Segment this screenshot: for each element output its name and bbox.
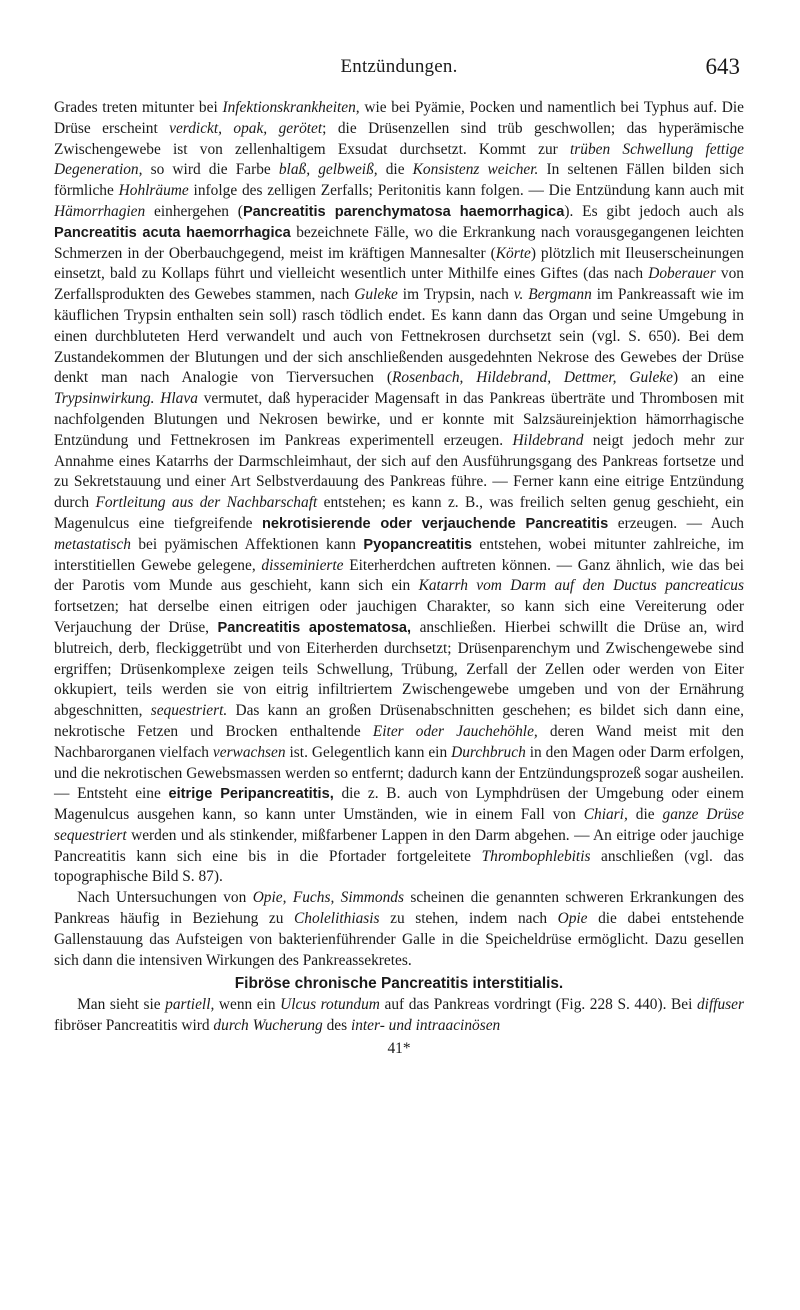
paragraph-2: Nach Untersuchungen von Opie, Fuchs, Simmonds scheinen die genannten schweren Erkrankungen des Pankreas häufig in Beziehung zu Cholelithiasis zu stehen, indem nach Opie die dabei entstehende Gallenstauung das Aufsteigen von bakterienführender Galle in die Speicheldrüse ermöglicht. Dazu gesellen sich dann die intensiven Wirkungen des Pankreassekretes. (54, 889, 744, 969)
italic-run: Ulcus rotundum (280, 996, 380, 1014)
italic-run: Chiari, (583, 806, 628, 824)
italic-run: partiell, (165, 996, 215, 1014)
italic-run: Rosenbach, Hildebrand, Dettmer, Guleke (391, 369, 673, 387)
italic-run: Eiter oder Jauchehöhle, (372, 722, 538, 740)
italic-run: Fortleitung aus der Nachbarschaft (95, 494, 318, 512)
italic-run: Opie (557, 910, 588, 928)
italic-run: Körte (495, 244, 531, 262)
italic-run: disseminierte (261, 556, 344, 574)
bold-term: Pancreatitis parenchymatosa haemorrhagica (242, 203, 565, 220)
paragraph-3: Man sieht sie partiell, wenn ein Ulcus rotundum auf das Pankreas vordringt (Fig. 228 S. 440). Bei diffuser fibröser Pancreatitis wird durch Wucherung des inter- und intraacinösen (54, 996, 744, 1035)
page-number: 643 (705, 54, 740, 79)
italic-run: verwachsen (212, 743, 286, 761)
italic-run: Katarrh vom Darm auf den Ductus pancreaticus (418, 577, 744, 595)
running-title: Entzündungen. (340, 56, 458, 77)
italic-run: Konsistenz weicher. (412, 161, 539, 179)
italic-run: Trypsinwirkung. Hlava (54, 390, 198, 408)
italic-run: Cholelithiasis (294, 910, 380, 928)
paragraph-1: Grades treten mitunter bei Infektionskrankheiten, wie bei Pyämie, Pocken und namentlich bei Typhus auf. Die Drüse erscheint verdickt, opak, gerötet; die Drüsenzellen sind trüb geschwollen; das hyperämische Zwischengewebe ist von zellenhaltigem Exsudat durchsetzt. Kommt zur trüben Schwellung fettige Degeneration, so wird die Farbe blaß, gelbweiß, die Konsistenz weicher. In seltenen Fällen bilden sich förmliche Hohlräume infolge des zelligen Zerfalls; Peritonitis kann folgen. — Die Entzündung kann auch mit Hämorrhagien einhergehen (Pancreatitis parenchymatosa haemorrhagica). Es gibt jedoch auch als Pancreatitis acuta haemorrhagica bezeichnete Fälle, wo die Erkrankung nach vorausgegangenen leichten Schmerzen in der Oberbauchgegend, meist im kräftigen Mannesalter (Körte) plötzlich mit Ileuserscheinungen einsetzt, bald zu Kollaps führt und vielleicht wesentlich unter Mithilfe eines Giftes (das nach Doberauer von Zerfallsprodukten des Gewebes stammen, nach Guleke im Trypsin, nach v. Bergmann im Pankreassaft wie im käuflichen Trypsin enthalten sein soll) rasch tödlich endet. Es kann dann das Organ und seine Umgebung in einen durchbluteten Herd verwandelt und auch von Fettnekrosen durchsetzt sein (vgl. S. 650). Bei dem Zustandekommen der Blutungen und der sich anschließenden ausgedehnten Nekrose des Gewebes der Drüse denkt man nach Analogie von Tierversuchen (Rosenbach, Hildebrand, Dettmer, Guleke) an eine Trypsinwirkung. Hlava vermutet, daß hyperacider Magensaft in das Pankreas überträte und Thrombosen mit nachfolgenden Blutungen und Nekrosen bewirke, und er konnte mit Salzsäureinjektion hämorrhagische Entzündung und Fettnekrosen im Pankreas experimentell erzeugen. Hildebrand neigt jedoch mehr zur Annahme eines Katarrhs der Darmschleimhaut, der sich auf den Ausführungsgang des Pankreas fortsetze und zu Sekretstauung und einer Art Selbstverdauung des Pankreas führe. — Ferner kann eine eitrige Entzündung durch Fortleitung aus der Nachbarschaft entstehen; es kann z. B., was freilich selten genug geschieht, ein Magenulcus eine tiefgreifende nekrotisierende oder verjauchende Pancreatitis erzeugen. — Auch metastatisch bei pyämischen Affektionen kann Pyopancreatitis entstehen, wobei mitunter zahlreiche, im interstitiellen Gewebe gelegene, disseminierte Eiterherdchen auftreten können. — Ganz ähnlich, wie das bei der Parotis vom Munde aus geschieht, kann sich ein Katarrh vom Darm auf den Ductus pancreaticus fortsetzen; hat derselbe einen eitrigen oder jauchigen Charakter, so kann sich eine Vereiterung oder Verjauchung der Drüse, Pancreatitis apostematosa, anschließen. Hierbei schwillt die Drüse an, wird blutreich, derb, fleckiggetrübt und von Eiterherden durchsetzt; Drüsenparenchym und Zwischengewebe sind ergriffen; Drüsenkomplexe zeigen teils Schwellung, Trübung, Zerfall der Zellen oder werden von Eiter okkupiert, teils werden sie von eitrig infiltriertem Zwischengewebe umgeben und von der Ernährung abgeschnitten, sequestriert. Das kann an großen Drüsenabschnitten geschehen; es bildet sich dann eine, nekrotische Fetzen und Brocken enthaltende Eiter oder Jauchehöhle, deren Wand meist mit den Nachbarorganen vielfach verwachsen ist. Gelegentlich kann ein Durchbruch in den Magen oder Darm erfolgen, und die nekrotischen Gewebsmassen werden so entfernt; dadurch kann der Entzündungsprozeß sogar ausheilen. — Entsteht eine eitrige Peripancreatitis, die z. B. auch von Lymphdrüsen der Umgebung oder einem Magenulcus ausgehen kann, so kann unter Umständen, wie in einem Fall von Chiari, die ganze Drüse sequestriert werden und als stinkender, mißfarbener Lappen in den Darm abgehen. — An eitrige oder jauchige Pancreatitis kann sich eine bis in die Pfortader fortgeleitete Thrombophlebitis anschließen (vgl. das topographische Bild S. 87). (54, 99, 745, 886)
italic-run: Hildebrand (512, 431, 584, 449)
italic-run: ganze Drüse sequestriert (54, 806, 744, 844)
bold-term: eitrige Peripancreatitis, (168, 786, 334, 803)
section-heading: Fibröse chronische Pancreatitis interstitialis. (234, 975, 564, 993)
bold-term: Pancreatitis acuta haemorrhagica (54, 224, 291, 241)
italic-run: durch Wucherung (213, 1017, 323, 1035)
italic-run: sequestriert. (150, 702, 228, 720)
bold-term: Pancreatitis apostematosa, (217, 619, 412, 636)
italic-run: Durchbruch (451, 743, 526, 761)
italic-run: Hämorrhagien (54, 202, 146, 220)
bold-term: Pyopancreatitis (363, 536, 473, 553)
italic-run: v. Bergmann (513, 286, 592, 304)
italic-run: Opie, Fuchs, Simmonds (252, 889, 404, 907)
signature-mark: 41* (387, 1040, 411, 1058)
italic-run: Doberauer (648, 265, 716, 283)
bold-term: nekrotisierende oder verjauchende Pancreatitis (261, 515, 609, 532)
italic-run: Guleke (354, 286, 398, 304)
italic-run: blaß, gelbweiß, (278, 161, 378, 179)
italic-run: Thrombophlebitis (481, 847, 591, 865)
running-header (54, 56, 744, 80)
body-text (54, 98, 744, 1059)
italic-run: trüben Schwellung fettige Degeneration, (54, 140, 744, 179)
italic-run: Hohlräume (118, 182, 189, 200)
italic-run: Infektionskrankheiten, (222, 99, 360, 116)
italic-run: metastatisch (54, 535, 131, 553)
italic-run: inter- und intraacinösen (350, 1017, 501, 1035)
italic-run: diffuser (696, 996, 744, 1014)
italic-run: verdickt, opak, gerötet (169, 119, 323, 137)
page (54, 0, 744, 1310)
